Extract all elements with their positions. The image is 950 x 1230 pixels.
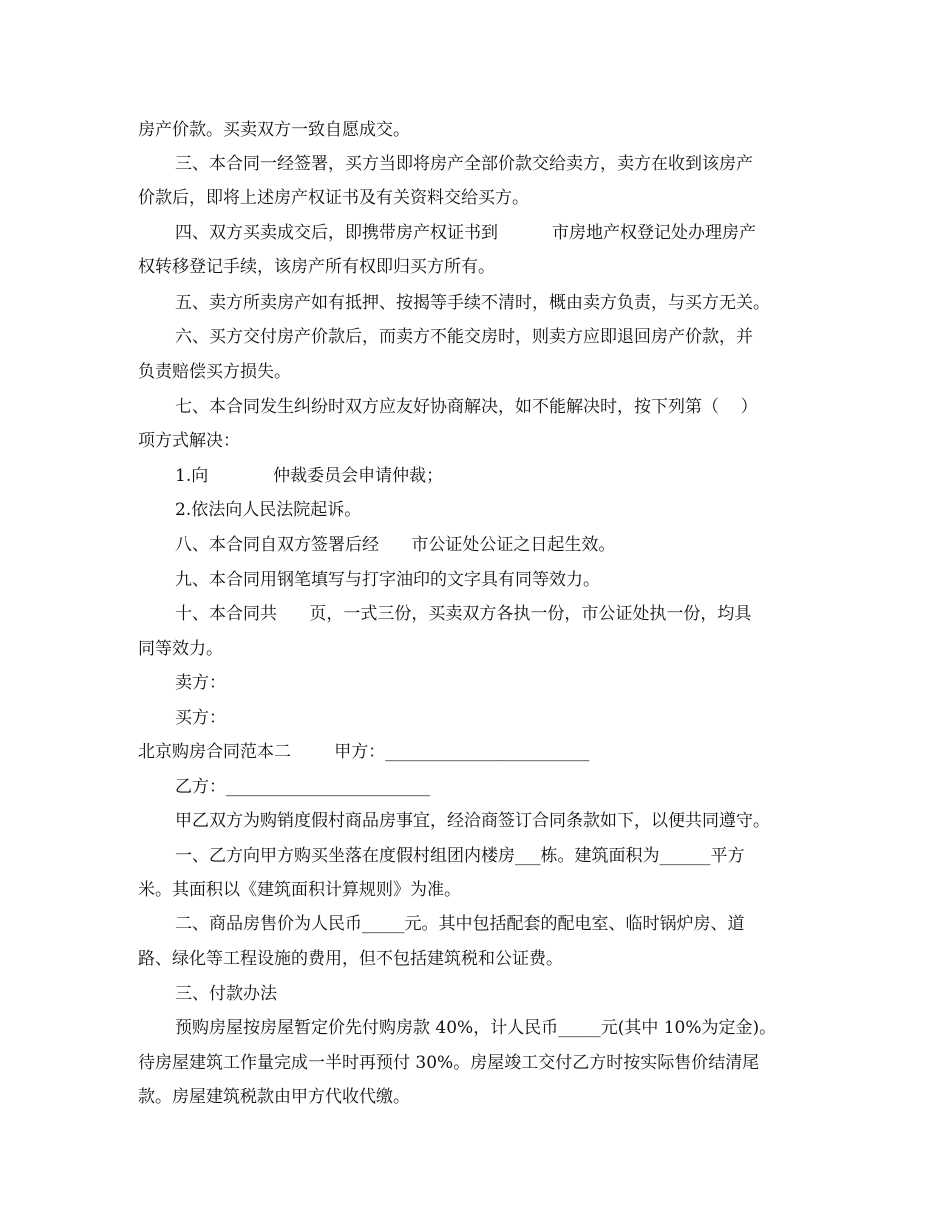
text-line: 乙方：________________________ (175, 777, 430, 797)
text-line: 十、本合同共 页，一式三份，买卖双方各执一份，市公证处执一份，均具 (175, 604, 752, 624)
text-line: 七、本合同发生纠纷时双方应友好协商解决，如不能解决时，按下列第（ ） (175, 397, 758, 417)
text-line: 2.依法向人民法院起诉。 (175, 500, 362, 520)
text-line: 1.向 仲裁委员会申请仲裁； (175, 466, 444, 486)
text-line: 一、乙方向甲方购买坐落在度假村组团内楼房___栋。建筑面积为______平方 (175, 846, 745, 866)
text-line: 三、本合同一经签署，买方当即将房产全部价款交给卖方，卖方在收到该房产 (175, 154, 753, 174)
text-line: 甲乙双方为购销度假村商品房事宜，经洽商签订合同条款如下，以便共同遵守。 (175, 811, 770, 831)
text-line: 买方： (175, 708, 226, 728)
text-line: 三、付款办法 (175, 984, 277, 1004)
text-line: 预购房屋按房屋暂定价先付购房款 40%，计人民币_____元(其中 10%为定金)。 (175, 1018, 777, 1038)
text-line: 房产价款。买卖双方一致自愿成交。 (138, 120, 410, 140)
text-line: 六、买方交付房产价款后，而卖方不能交房时，则卖方应即退回房产价款，并 (175, 327, 753, 347)
text-line: 负责赔偿买方损失。 (138, 362, 291, 382)
text-line: 九、本合同用钢笔填写与打字油印的文字具有同等效力。 (175, 570, 600, 590)
text-line: 北京购房合同范本二 甲方：________________________ (138, 742, 590, 762)
text-line: 米。其面积以《建筑面积计算规则》为准。 (138, 880, 461, 900)
text-line: 五、卖方所卖房产如有抵押、按揭等手续不清时，概由卖方负责，与买方无关。 (175, 293, 770, 313)
text-line: 卖方： (175, 673, 226, 693)
text-line: 四、双方买卖成交后，即携带房产权证书到 市房地产权登记处办理房产 (175, 223, 757, 243)
text-line: 待房屋建筑工作量完成一半时再预付 30%。房屋竣工交付乙方时按实际售价结清尾 (138, 1053, 760, 1073)
text-line: 权转移登记手续，该房产所有权即归买方所有。 (138, 257, 495, 277)
text-line: 项方式解决： (138, 431, 240, 451)
text-line: 八、本合同自双方签署后经 市公证处公证之日起生效。 (175, 535, 616, 555)
text-line: 价款后，即将上述房产权证书及有关资料交给买方。 (138, 188, 529, 208)
text-line: 同等效力。 (138, 639, 223, 659)
text-line: 二、商品房售价为人民币_____元。其中包括配套的配电室、临时锅炉房、道 (175, 914, 745, 934)
text-line: 路、绿化等工程设施的费用，但不包括建筑税和公证费。 (138, 949, 563, 969)
text-line: 款。房屋建筑税款由甲方代收代缴。 (138, 1087, 410, 1107)
